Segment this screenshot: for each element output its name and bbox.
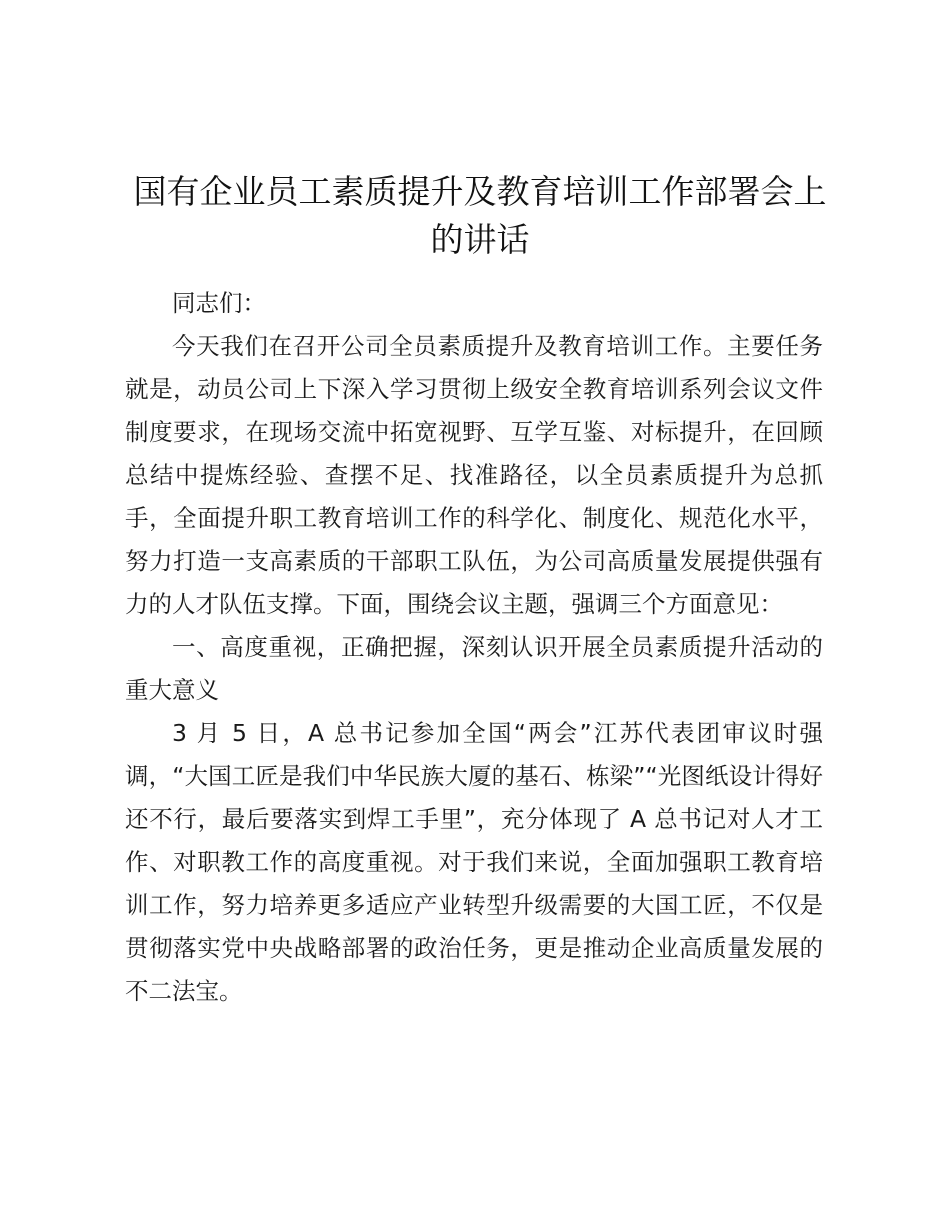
document-title: 国有企业员工素质提升及教育培训工作部署会上的讲话 bbox=[133, 172, 827, 259]
salutation: 同志们： bbox=[172, 289, 266, 317]
document-body bbox=[125, 282, 823, 1013]
section-heading: 一、高度重视，正确把握，深刻认识开展全员素质提升活动的重大意义 bbox=[125, 633, 823, 704]
section-paragraph: 3 月 5 日，A 总书记参加全国“两会”江苏代表团审议时强调，“大国工匠是我们中华民族大厦的基石、栋梁”“光图纸设计得好还不行，最后要落实到焊工手里”，充分体现了 A 总书记对人才工作、对职教工作的高度重视。对于我们来说，全面加强职工教育培训工作，努力培养更多适应产业转型升级需要的大国工匠，不仅是贯彻落实党中央战略部署的政治任务，更是推动企业高质量发展的不二法宝。 bbox=[125, 719, 823, 1005]
intro-paragraph: 今天我们在召开公司全员素质提升及教育培训工作。主要任务就是，动员公司上下深入学习贯彻上级安全教育培训系列会议文件制度要求，在现场交流中拓宽视野、互学互鉴、对标提升，在回顾总结中提炼经验、查摆不足、找准路径，以全员素质提升为总抓手，全面提升职工教育培训工作的科学化、制度化、规范化水平，努力打造一支高素质的干部职工队伍，为公司高质量发展提供强有力的人才队伍支撑。下面，围绕会议主题，强调三个方面意见： bbox=[125, 332, 823, 618]
